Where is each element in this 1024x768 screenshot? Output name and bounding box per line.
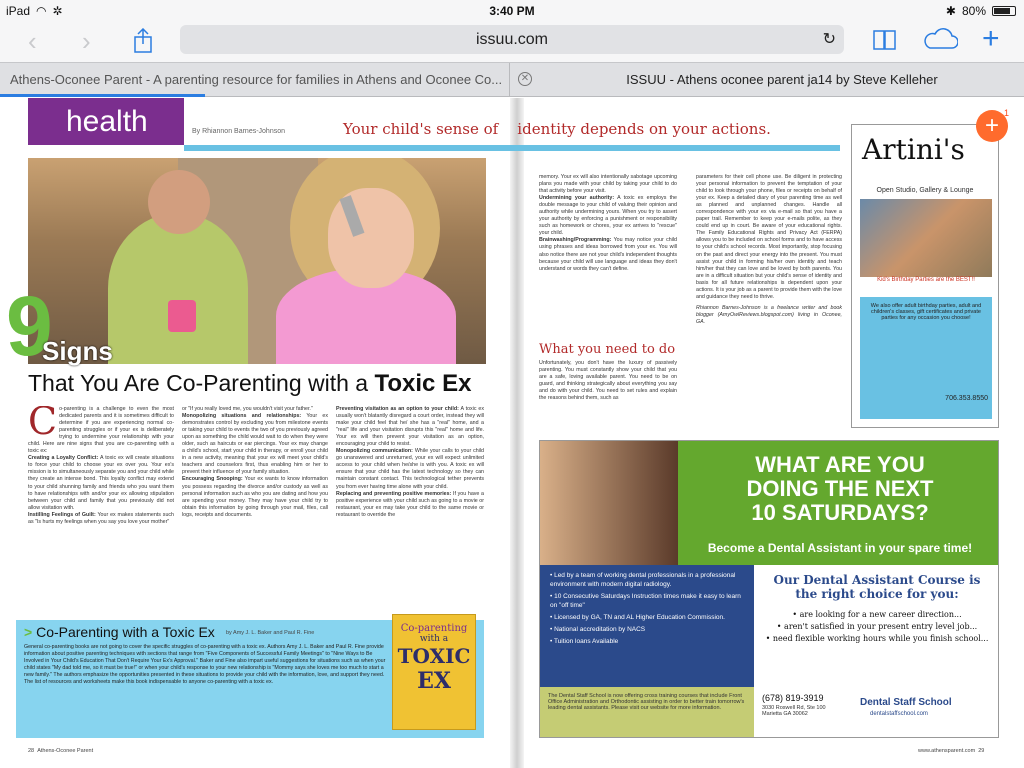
magazine-spread[interactable] — [0, 98, 1024, 768]
tab-title: Athens-Oconee Parent - A parenting resource for families in Athens and Oconee Co... — [10, 72, 503, 87]
sidebar-text: General co-parenting books are not going to cover the specific struggles of co-parenting with a toxic ex. Authors Amy J. L. Baker and Paul R. Fine provide information about positive parenting techniques with sections that range from "Five Components of Successful Family Meetings" to "Nine Ways to Be Involved in Your Child's Education That Don't Require Your Ex's Approval." Baker and Fine also impart useful suggestions for situations such as when your child states "My dad told me, so it must be true!" or when your child's response to your new relationship is "Mommy says she loves me too much to start a new family." The authors emphasize the opportunities presented in these situations to provide your child with the information, love, and support they need. The list of resources and worksheets make this book indispensable to anyone co-parenting with a toxic ex. — [24, 644, 386, 685]
artinis-photo — [860, 199, 992, 277]
section-banner — [28, 98, 184, 145]
dental-school-logo: Dental Staff School — [860, 697, 952, 708]
dental-phone: (678) 819-3919 — [762, 693, 824, 703]
tab-athens-oconee[interactable] — [0, 63, 510, 97]
tab-issuu[interactable] — [540, 63, 1024, 97]
bookmarks-icon[interactable] — [872, 28, 898, 57]
article-number: 9 — [6, 279, 53, 373]
clock: 3:40 PM — [489, 4, 535, 18]
article-column-3: Preventing visitation as an option to your child: A toxic ex usually won't blatantly disregard a court order, instead they will make your child feel that he/ she has a "real" home, and a "real" life and your visitation disrupts this "real" home and life. Your ex will then prevent your visitation as an option, encouraging your child to resist. Monopolizing communication: While your calls to your child go unanswered and unreturned, your ex will expect unlimited access to your child when he/she is with you. A toxic ex will ensure that your child has the latest technology so they can maintain constant contact. This technological tether prevents you from ever having time alone with your child. Replacing and preventing positive memories: If you have a positive experience with your child such as going to a movie or restaurant, your ex may take your child to the same movie or restaurant to override the — [336, 406, 484, 518]
tab-title: ISSUU - Athens oconee parent ja14 by Steve Kelleher — [626, 72, 938, 87]
device-label: iPad — [6, 4, 31, 18]
footer-left: 28 Athens-Oconee Parent — [28, 748, 94, 754]
add-plus-icon[interactable]: + — [976, 110, 1008, 142]
book-cover: Co-parenting with a TOXIC EX — [392, 614, 476, 730]
signs-word: Signs — [42, 336, 113, 366]
dental-ad-photo — [540, 441, 678, 565]
new-tab-icon[interactable]: + — [982, 22, 1000, 55]
artinis-phone: 706.353.8550 — [945, 395, 988, 402]
notification-badge: 1 — [1004, 108, 1010, 118]
artinis-logo: Artini's — [862, 133, 965, 166]
page-spine — [510, 98, 524, 768]
close-tab-icon[interactable]: ✕ — [518, 72, 532, 86]
article-column-1: Co-parenting is a challenge to even the most dedicated parents and it is sometimes difficult to determine if you are experiencing normal co-parenting struggles or if your ex is deliberately trying to undermine your relationship with your child. Here are nine signs that you are co-parenting with a toxic ex: Creating a Loyalty Conflict: A toxic ex will create situations to force your child to choose your ex over you. Your ex's mission is to simultaneously separate you and your child while they create an intense bond. This loyalty conflict may extend to your child shunning family and friends who you want them to have relationships with and/or your ex allowing stipulation between your child and family that you previously did not allow visitation with. Instilling Feelings of Guilt: Your ex makes statements such as "Is hurts my feelings when you say you love your mother" — [28, 406, 174, 525]
byline: By Rhiannon Barnes-Johnson — [192, 128, 286, 135]
tab-strip — [0, 62, 1024, 97]
status-bar — [0, 0, 1024, 22]
battery-percent: 80% — [961, 4, 986, 18]
article-column-2: or "If you really loved me, you wouldn't visit your father." Monopolizing situations and relationships: Your ex demonstrates control by excluding you from milestone events or taking your child to events the two of you previously agreed upon as something the child would wait to do when they were older, such as haircuts or ear piercings. Your ex may change a child's school, start your child in therapy, or enroll your child in a new activity, meaning that your ex will meet your child's teachers and counselors first, thus enabling him or her to prevent their influence of your family situation. Encouraging Snooping: Your ex wants to know information you possess regarding the divorce and/or custody as well as personal information such as who you are dating and how you are spending your money. They may have your child try to obtain this information by going through your mail, files, call logs, receipts and documents. — [182, 406, 328, 518]
cloud-tabs-icon[interactable] — [922, 28, 958, 57]
url-text: issuu.com — [475, 31, 549, 48]
loading-progress — [0, 94, 205, 97]
article-column-4b: Unfortunately, you don't have the luxury of passively parenting. You must constantly show your child that you are a safe, loving available parent. You need to be on guard, and thinking strategically about everything you say and do with your child. You need to set rules and explain the reasons behind them, such as — [539, 360, 677, 402]
wifi-icon: ◠ — [36, 4, 47, 18]
tagline: Your child's sense of identity depends on your actions. — [343, 120, 771, 138]
artinis-ad[interactable]: Artini's Open Studio, Gallery & Lounge Kid's Birthday Parties are the BEST!! We also offer adult birthday parties, adult and children's classes, gift certificates and private parties for any occasion you choose! 706.353.8550 — [851, 124, 999, 428]
activity-icon: ✲ — [52, 4, 63, 18]
dental-headline: WHAT ARE YOU DOING THE NEXT 10 SATURDAYS? — [746, 452, 934, 525]
share-icon[interactable] — [132, 28, 154, 59]
article-photo — [28, 158, 486, 364]
reload-icon[interactable]: ↻ — [822, 31, 836, 48]
sidebar-authors: by Amy J. L. Baker and Paul R. Fine — [226, 630, 315, 636]
section-label: health — [66, 105, 148, 138]
dental-right: Our Dental Assistant Course is the right choice for you: • are looking for a new career direction... • aren't satisfied in your present entry level job... • need flexible working hours while you finish school... — [765, 573, 989, 643]
footer-right: www.athensparent.com 29 — [918, 748, 985, 754]
article-title: That You Are Co-Parenting with a Toxic Ex — [28, 370, 472, 397]
header-rule — [184, 145, 840, 151]
bluetooth-icon: ✱ — [945, 4, 956, 18]
article-column-4: memory. Your ex will also intentionally sabotage upcoming plans you made with your child by taking your child to do that activity before your visit. Undermining your authority: A toxic ex employs the double message to your child of valuing their opinion and authority while undermining yours. When you try to assert your authority by enforcing a punishment or responsibility such as homework or chores, your ex arrives to "rescue" your child. Brainwashing/Programming: You may notice your child using phrases and ideas borrowed from your ex. You will also notice there are not your child's independent thoughts because your child will use language and ideas they don't understand or words they can't define. — [539, 174, 677, 272]
browser-toolbar — [0, 22, 1024, 62]
forward-icon[interactable]: › — [82, 26, 91, 56]
sidebar-title: > Co-Parenting with a Toxic Ex — [24, 624, 215, 640]
dental-bullets: • Led by a team of working dental professionals in a professional environment with modern digital radiology. • 10 Consecutive Saturdays Instruction times make it easy to learn on "off time" • Licensed by GA, TN and AL Higher Education Commission. • National accreditation by NACS • Tuition loans Available — [540, 565, 754, 738]
subhead-what-you-need: What you need to do — [539, 342, 676, 357]
battery-icon — [992, 6, 1016, 16]
dental-ad[interactable]: WHAT ARE YOU DOING THE NEXT 10 SATURDAYS? Become a Dental Assistant in your spare time! • Led by a team of working dental professionals in a professional environment with modern digital radiology. • 10 Consecutive Saturdays Instruction times make it easy to learn on "off time" • Licensed by GA, TN and AL Higher Education Commission. • National accreditation by NACS • Tuition loans Available The Dental Staff School is now offering cross training courses that include Front Office Administration and Orthodontic assisting in order to better train tomorrow's leading dental assistants. Please visit our website for more information. Our Dental Assistant Course is the right choice for you: • are looking for a new career direction... • aren't satisfied in your present entry level job... • need flexible working hours while you finish school... (678) 819-3919 3030 Roswell Rd, Ste 100 Marietta GA 30062 Dental Staff School dentalstaffschool.com — [539, 440, 999, 738]
back-icon[interactable]: ‹ — [28, 26, 37, 56]
drop-cap: C — [28, 406, 58, 443]
article-column-5: parameters for their cell phone use. Be diligent in protecting your personal information to prevent the temptation of your child to look through your phone, files or receipts on behalf of your ex. Keep a detailed diary of your parenting time as well as planned and unplanned changes. Handle all correspondence with your ex via e-mail so that you have a paper trail. Remember to keep your e-mails polite, as they could end up in court. Be aware of your educational rights. The Family Educational Rights and Privacy Act (FERPA) allows you to be included on school forms and to have access to your child's school records. Most importantly, stop focusing on the past and direct your energy into the present. You must assist your child in forming his/her own identity and teach him/her that they can love and be loved by both parents. You are in a difficult situation but your child's sense of identity and basis for all future relationships is dependent upon your actions. It is your job as a parent to provide them with the love and guidance they need to thrive. Rhiannon Barnes-Johnson is a freelance writer and book blogger (AmyOwlReviews.blogspot.com) living in Oconee, GA. — [696, 174, 842, 325]
address-bar[interactable] — [180, 25, 844, 54]
